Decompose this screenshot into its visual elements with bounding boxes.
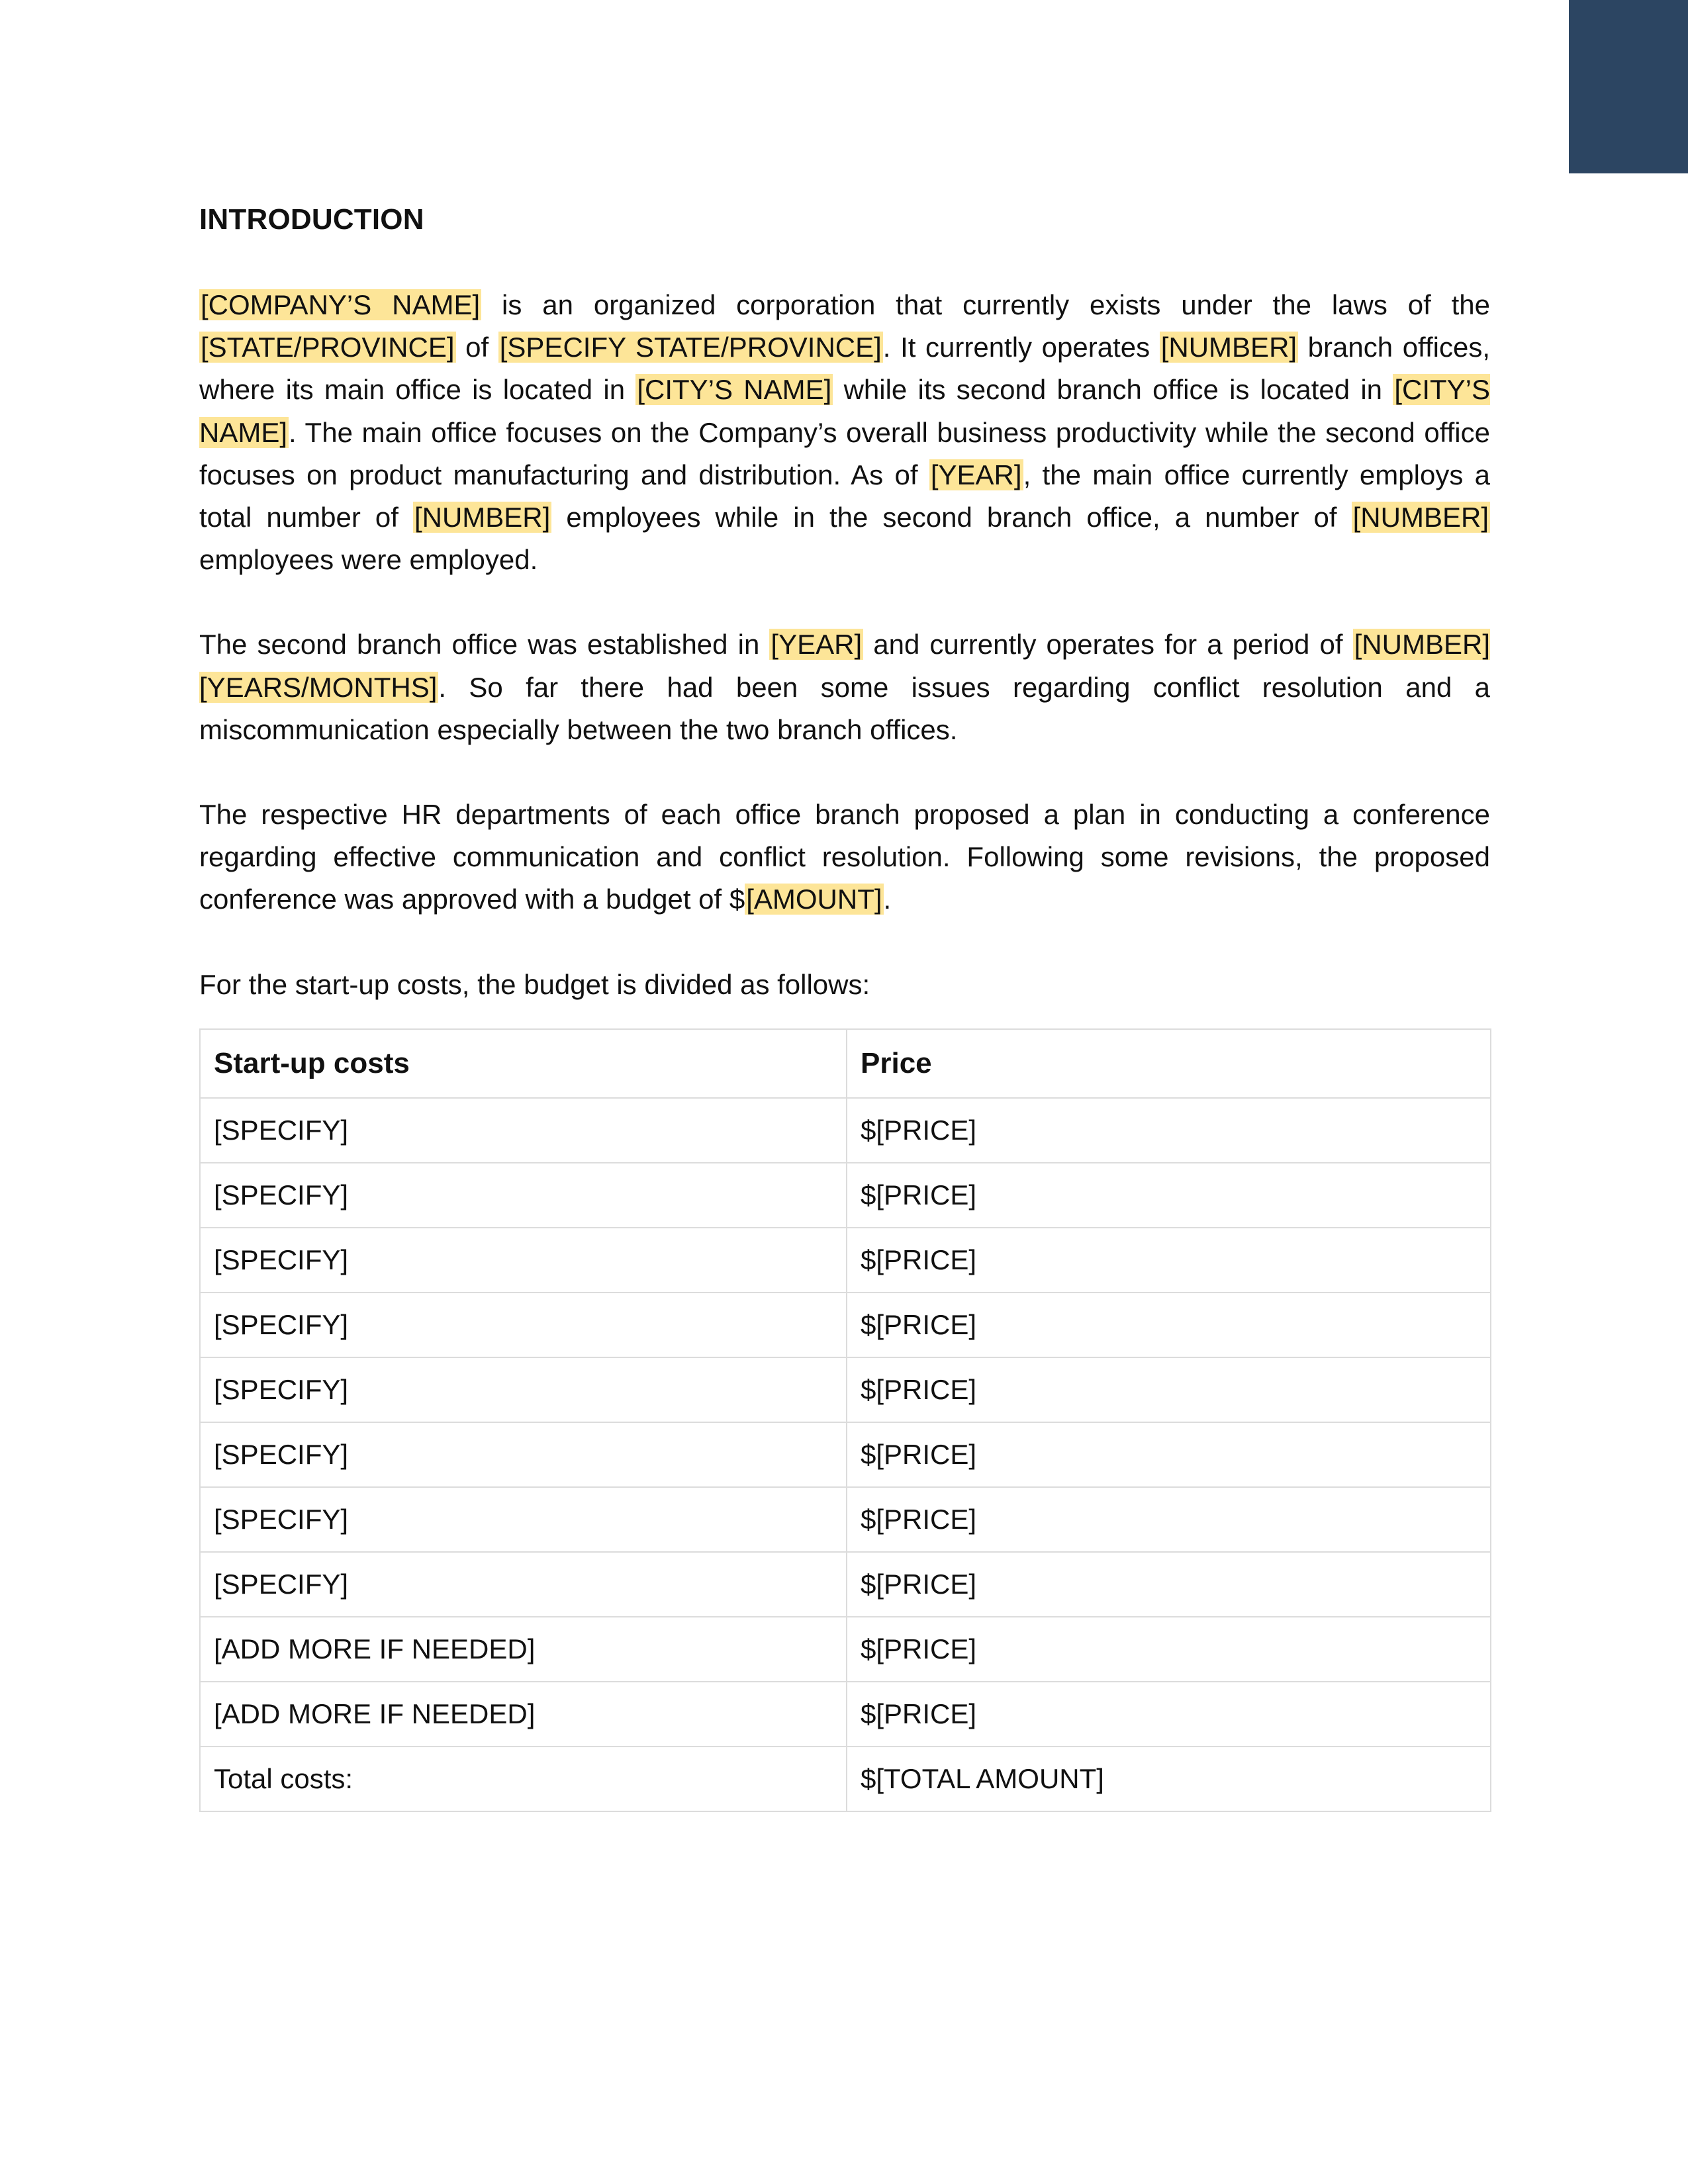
table-row [200,1163,1491,1228]
placeholder-year: [YEAR] [930,459,1022,490]
startup-costs-table [199,1028,1491,1812]
table-row [200,1422,1491,1487]
intro-paragraph-3 [199,794,1490,921]
price-cell: $[PRICE] [847,1163,1491,1228]
text-segment: The second branch office was established in [199,629,770,660]
document-body [199,199,1490,1812]
table-row [200,1682,1491,1747]
cost-item-cell: [SPECIFY] [200,1357,847,1422]
intro-paragraph-2 [199,623,1490,751]
placeholder-specify-state: [SPECIFY STATE/PROVINCE] [499,332,882,363]
table-row [200,1357,1491,1422]
column-header-startup-costs: Start-up costs [200,1029,847,1098]
text-segment: branch offices, where its main office is located in [199,332,1490,406]
cost-item-cell: [ADD MORE IF NEEDED] [200,1617,847,1682]
total-label-cell: Total costs: [200,1747,847,1811]
price-cell: $[PRICE] [847,1552,1491,1617]
cost-item-cell: [SPECIFY] [200,1422,847,1487]
intro-paragraph-4: For the start-up costs, the budget is divided as follows: [199,968,870,1000]
text-segment: while its second branch office is located in [833,374,1393,406]
price-cell: $[PRICE] [847,1682,1491,1747]
text-segment: . It currently operates [882,332,1160,363]
text-segment: is an organized corporation that currently exists under the laws of the [481,289,1491,320]
placeholder-year: [YEAR] [771,629,863,660]
table-row [200,1098,1491,1163]
placeholder-number: [NUMBER] [1160,332,1297,363]
text-segment: . [883,884,892,915]
placeholder-city-name: [CITY’S NAME] [199,374,1490,448]
text-segment: The respective HR departments of each office branch proposed a plan in conducting a conference regarding effective communication and conflict resolution. Following some revisions, the proposed conference was approved with a budget of $ [199,799,1490,915]
text-segment: . The main office focuses on the Company’s overall business productivity while the second office focuses on product manufacturing and distribution. As of [199,416,1490,490]
table-row [200,1552,1491,1617]
price-cell: $[PRICE] [847,1357,1491,1422]
table-row [200,1617,1491,1682]
cost-item-cell: [SPECIFY] [200,1163,847,1228]
text-segment: employees while in the second branch office, a number of [551,502,1352,533]
cost-item-cell: [SPECIFY] [200,1487,847,1552]
table-row [200,1293,1491,1357]
table-row [200,1487,1491,1552]
cost-item-cell: [SPECIFY] [200,1293,847,1357]
text-segment: , the main office currently employs a total number of [199,459,1490,533]
text-segment: employees were employed. [199,544,538,576]
intro-paragraph-1 [199,284,1490,581]
column-header-price: Price [847,1029,1491,1098]
section-heading: INTRODUCTION [199,203,424,236]
text-segment: of [455,332,498,363]
placeholder-period: [NUMBER] [YEARS/MONTHS] [199,629,1490,703]
price-cell: $[PRICE] [847,1098,1491,1163]
total-amount-cell: $[TOTAL AMOUNT] [847,1747,1491,1811]
table-header-row [200,1029,1491,1098]
placeholder-amount: [AMOUNT] [746,884,882,915]
table-total-row [200,1747,1491,1811]
cost-item-cell: [SPECIFY] [200,1098,847,1163]
text-segment: and currently operates for a period of [863,629,1353,660]
corner-accent-tab [1569,0,1688,173]
table-row [200,1228,1491,1293]
placeholder-number: [NUMBER] [414,502,551,533]
placeholder-state-province: [STATE/PROVINCE] [201,332,455,363]
placeholder-company-name: [COMPANY’S NAME] [201,289,481,320]
price-cell: $[PRICE] [847,1422,1491,1487]
cost-item-cell: [SPECIFY] [200,1228,847,1293]
price-cell: $[PRICE] [847,1487,1491,1552]
price-cell: $[PRICE] [847,1293,1491,1357]
price-cell: $[PRICE] [847,1228,1491,1293]
price-cell: $[PRICE] [847,1617,1491,1682]
cost-item-cell: [ADD MORE IF NEEDED] [200,1682,847,1747]
text-segment: . So far there had been some issues regarding conflict resolution and a miscommunication especially between the two branch offices. [199,671,1490,745]
placeholder-city-name: [CITY’S NAME] [637,374,832,406]
placeholder-number: [NUMBER] [1352,502,1489,533]
cost-item-cell: [SPECIFY] [200,1552,847,1617]
